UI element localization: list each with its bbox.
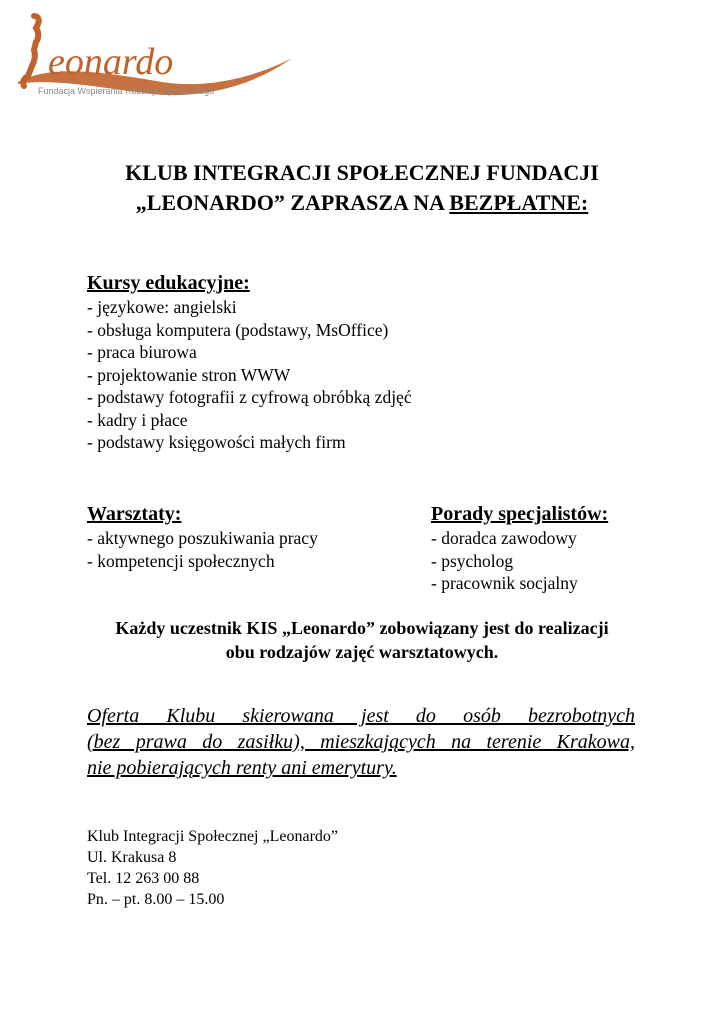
list-item: - doradca zawodowy (431, 528, 577, 548)
list-item: - kadry i płace (87, 409, 188, 430)
notice-line-2: obu rodzajów zajęć warsztatowych. (225, 642, 499, 662)
advice-section (431, 501, 671, 595)
list-item: - projektowanie stron WWW (87, 364, 291, 385)
list-item: - językowe: angielski (87, 297, 237, 317)
page-title (0, 158, 724, 218)
offer-line-1: Oferta Klubu skierowana jest do osób bezrobotnych (87, 705, 635, 727)
list-item: - kompetencji społecznych (87, 550, 275, 571)
list-item: - podstawy księgowości małych firm (87, 432, 346, 452)
title-line-1: KLUB INTEGRACJI SPOŁECZNEJ FUNDACJI (125, 160, 599, 185)
offer-line-2: (bez prawa do zasiłku), mieszkających na terenie Krakowa, (87, 731, 635, 753)
title-line-2 (0, 188, 724, 218)
contact-phone: Tel. 12 263 00 88 (87, 870, 200, 887)
advice-heading: Porady specjalistów: (431, 503, 609, 525)
courses-list (87, 296, 647, 454)
logo-subtitle: Fundacja Wspierania Rozwoju Społecznego (38, 86, 215, 96)
workshops-section (87, 501, 407, 572)
title-line-2-prefix: „LEONARDO” ZAPRASZA NA (135, 190, 450, 215)
contact-name: Klub Integracji Społecznej „Leonardo” (87, 828, 338, 845)
list-item: - obsługa komputera (podstawy, MsOffice) (87, 319, 389, 340)
list-item: - praca biurowa (87, 342, 197, 362)
offer-statement (87, 703, 635, 781)
list-item: - pracownik socjalny (431, 573, 578, 593)
workshops-heading: Warsztaty: (87, 503, 182, 525)
list-item: - psycholog (431, 550, 514, 571)
title-free-emphasis: BEZPŁATNE: (449, 190, 589, 215)
courses-section (87, 270, 647, 454)
logo-wordmark: eonardo (48, 41, 174, 83)
foundation-logo (12, 12, 296, 108)
contact-block (87, 826, 338, 910)
advice-list (431, 527, 671, 595)
notice-line-1: Każdy uczestnik KIS „Leonardo” zobowiązany jest do realizacji (115, 618, 609, 638)
list-item: - aktywnego poszukiwania pracy (87, 528, 318, 548)
offer-line-3: nie pobierających renty ani emerytury. (87, 757, 397, 779)
leonardo-logo-graphic (12, 12, 296, 108)
workshops-list (87, 527, 407, 572)
courses-heading: Kursy edukacyjne: (87, 272, 250, 294)
contact-address: Ul. Krakusa 8 (87, 849, 177, 866)
contact-hours: Pn. – pt. 8.00 – 15.00 (87, 891, 225, 908)
list-item: - podstawy fotografii z cyfrową obróbką zdjęć (87, 387, 412, 407)
participation-notice (40, 616, 684, 664)
